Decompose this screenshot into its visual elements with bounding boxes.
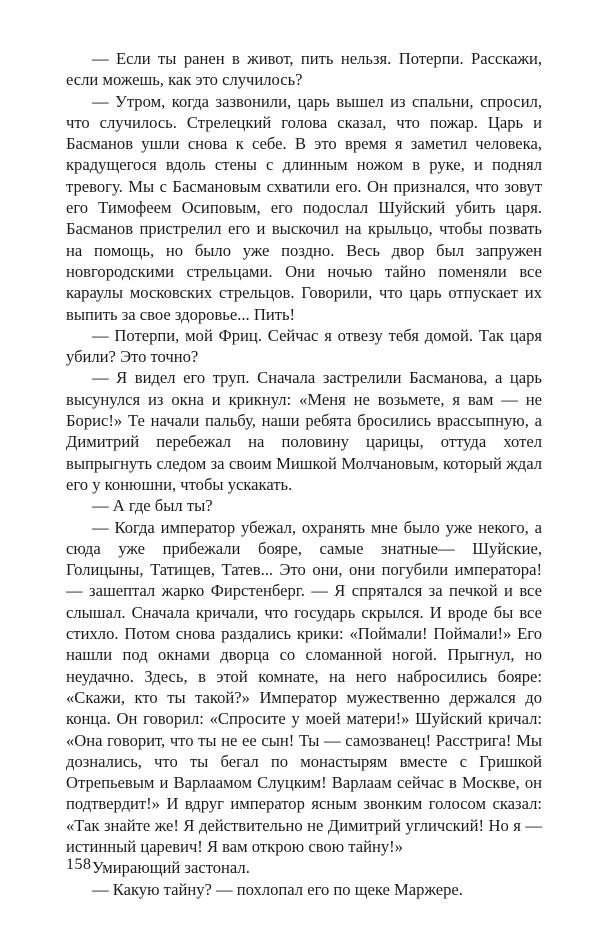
paragraph: — Потерпи, мой Фриц. Сейчас я отвезу тебя домой. Так царя убили? Это точно?	[66, 325, 542, 367]
paragraph: — Какую тайну? — похлопал его по щеке Маржере.	[92, 879, 463, 899]
paragraph: Умирающий застонал.	[92, 858, 250, 878]
page-text	[66, 48, 542, 900]
paragraph: — Утром, когда зазвонили, царь вышел из спальни, спросил, что случилось. Стрелецкий голова сказал, что пожар. Царь и Басманов ушли снова к себе. В это время я заметил человека, крадущегося вдоль стены с длинным ножом в руке, и поднял тревогу. Мы с Басмановым схватили его. Он признался, что зовут его Тимофеем Осиповым, его подослал Шуйский убить царя. Басманов пристрелил его и выскочил на крыльцо, чтобы позвать на помощь, но было уже поздно. Весь двор был запружен новгородскими стрельцами. Они ночью тайно поменяли все караулы московских стрельцов. Говорили, что царь отпускает их выпить за свое здоровье... Пить!	[66, 91, 542, 324]
paragraph: — Я видел его труп. Сначала застрелили Басманова, а царь высунулся из окна и крикнул: «Меня не возьмете, я вам — не Борис!» Те начали пальбу, наши ребята бросились врассыпную, а Димитрий перебежал на половину царицы, оттуда хотел выпрыгнуть следом за своим Мишкой Молчановым, который ждал его у конюшни, чтобы ускакать.	[66, 368, 542, 494]
paragraph: — Когда император убежал, охранять мне было уже некого, а сюда уже прибежали бояре, самые знатные— Шуйские, Голицыны, Татищев, Татев... Это они, они погубили императора! — зашептал жарко Фирстенберг. — Я спрятался за печкой и все слышал. Сначала кричали, что государь скрылся. И вроде бы все стихло. Потом снова раздались крики: «Поймали! Поймали!» Его нашли под окнами дворца со сломанной ногой. Прыгнул, но неудачно. Здесь, в этой комнате, на него набросились бояре: «Скажи, кто ты такой?» Император мужественно держался до конца. Он говорил: «Спросите у моей матери!» Шуйский кричал: «Она говорит, что ты не ее сын! Ты — самозванец! Расстрига! Мы дознались, что ты бегал по монастырям вместе с Гришкой Отрепьевым и Варлаамом Слуцким! Варлаам сейчас в Москве, он подтвердит!» И вдруг император ясным звонким голосом сказал: «Так знайте же! Я действительно не Димитрий угличский! Но я — истинный царевич! Я вам открою свою тайну!»	[66, 517, 542, 856]
page-number: 158	[66, 856, 92, 873]
paragraph: — Если ты ранен в живот, пить нельзя. Потерпи. Расскажи, если можешь, как это случилось?	[66, 49, 542, 90]
paragraph: — А где был ты?	[92, 496, 213, 516]
